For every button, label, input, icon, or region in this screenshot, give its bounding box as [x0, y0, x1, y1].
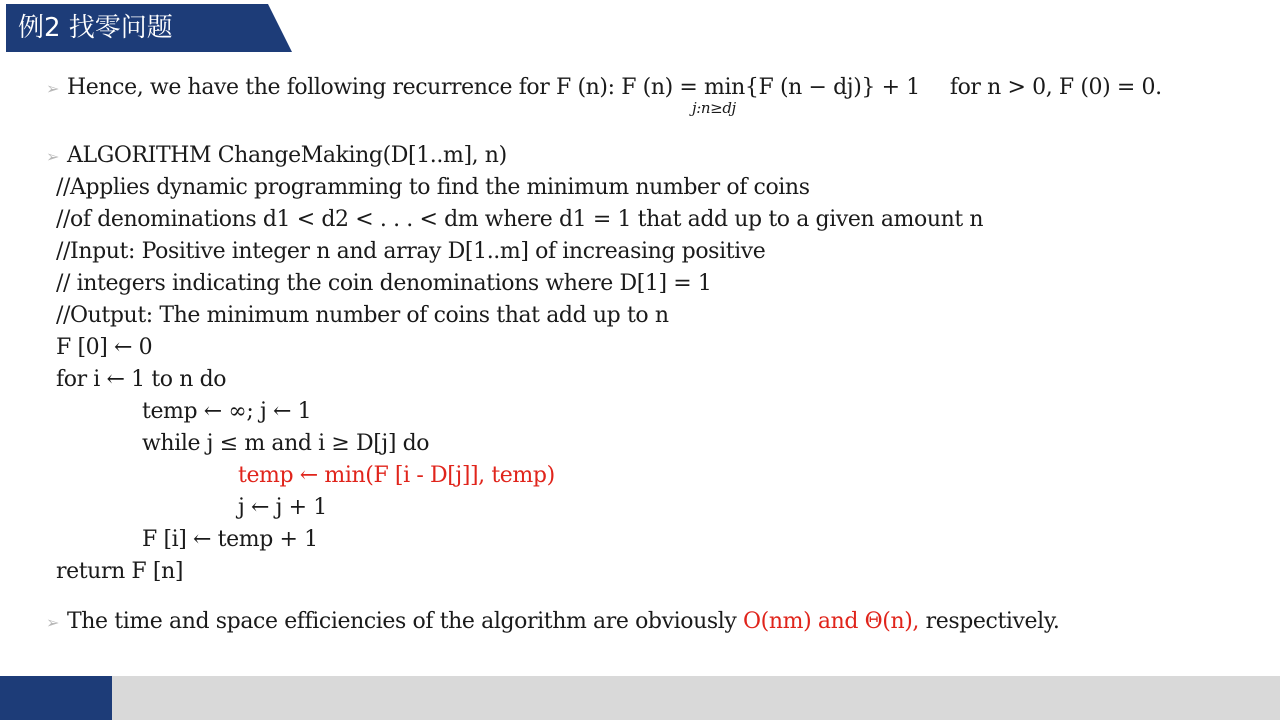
algo-code-line: j ← j + 1 — [238, 495, 327, 520]
algo-code-line: temp ← ∞; j ← 1 — [142, 399, 312, 424]
recurrence-body: {F (n − dj)} + 1 — [744, 75, 920, 100]
algo-comment-line: // integers indicating the coin denominations where D[1] = 1 — [56, 271, 712, 296]
min-label: min — [704, 75, 745, 100]
min-operator — [692, 74, 745, 117]
algo-comment-line: //of denominations d1 < d2 < . . . < dm where d1 = 1 that add up to a given amount n — [56, 207, 984, 232]
arrow-bullet-icon: ➢ — [46, 613, 60, 632]
arrow-bullet-icon: ➢ — [46, 79, 60, 98]
algo-code-line: F [i] ← temp + 1 — [142, 527, 318, 552]
algo-comment-line: //Applies dynamic programming to find the minimum number of coins — [56, 175, 810, 200]
algo-highlight-line: temp ← min(F [i - D[j]], temp) — [238, 463, 555, 488]
footer-bar — [0, 676, 1280, 720]
algo-comment-line: //Input: Positive integer n and array D[1..m] of increasing positive — [56, 239, 766, 264]
algorithm-header: ALGORITHM ChangeMaking(D[1..m], n) — [67, 143, 507, 168]
algo-comment-line: //Output: The minimum number of coins that add up to n — [56, 303, 669, 328]
algo-code-line: for i ← 1 to n do — [56, 367, 227, 392]
footer-accent — [0, 676, 112, 720]
efficiency-highlight: O(nm) and Θ(n), — [743, 609, 919, 634]
recurrence-line — [46, 74, 1162, 117]
slide-title: 例2 找零问题 — [18, 13, 173, 43]
algo-code-line: while j ≤ m and i ≥ D[j] do — [142, 431, 430, 456]
efficiency-prefix: The time and space efficiencies of the algorithm are obviously — [67, 609, 744, 634]
efficiency-line — [46, 608, 1060, 637]
arrow-bullet-icon: ➢ — [46, 147, 60, 166]
efficiency-suffix: respectively. — [919, 609, 1060, 634]
recurrence-condition: for n > 0, F (0) = 0. — [949, 75, 1162, 100]
algorithm-header-line — [46, 142, 507, 171]
algo-code-line: return F [n] — [56, 559, 184, 584]
min-subscript: j:n≥dj — [692, 99, 736, 117]
algo-code-line: F [0] ← 0 — [56, 335, 153, 360]
recurrence-prefix: Hence, we have the following recurrence for F (n): F (n) = — [67, 75, 705, 100]
